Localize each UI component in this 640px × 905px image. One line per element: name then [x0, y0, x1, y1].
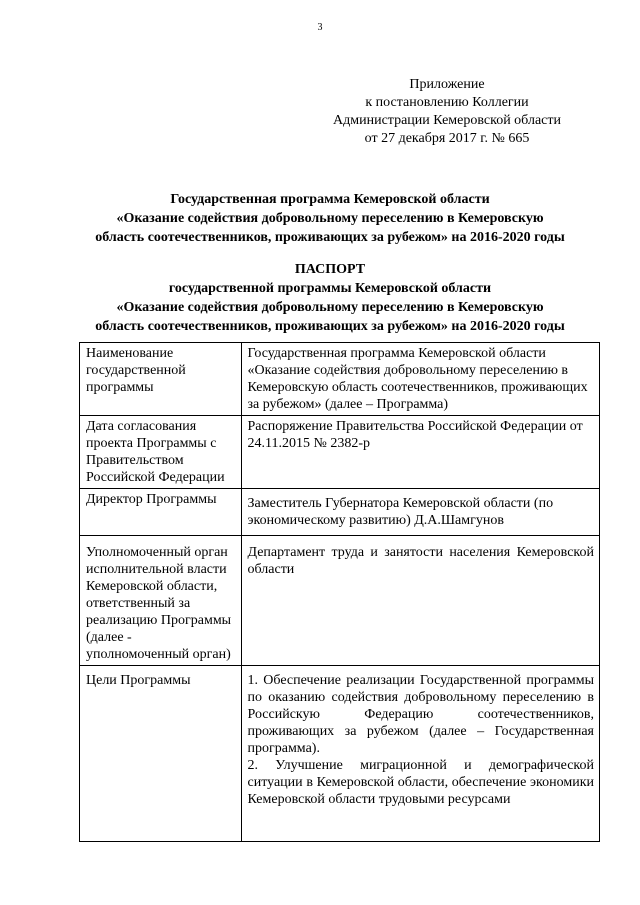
program-title-line: «Оказание содействия добровольному переселению в Кемеровскую: [116, 211, 544, 226]
appendix-line: Приложение: [409, 77, 485, 92]
row-label: Дата согласования проекта Программы с Правительством Российской Федерации: [80, 416, 242, 489]
table-row: [80, 416, 600, 489]
row-label: Уполномоченный орган исполнительной власти Кемеровской области, ответственный за реализацию Программы (далее - уполномоченный орган): [80, 536, 242, 666]
passport-title-line: «Оказание содействия добровольному переселению в Кемеровскую: [116, 300, 544, 315]
goal-item: 1. Обеспечение реализации Государственной программы по оказанию содействия добровольному переселению в Российскую Федерацию соотечественников, проживающих за рубежом (далее – Государственная программа).: [247, 673, 594, 756]
row-value: Распоряжение Правительства Российской Федерации от 24.11.2015 № 2382-р: [241, 416, 600, 489]
row-value: Заместитель Губернатора Кемеровской области (по экономическому развитию) Д.А.Шамгунов: [241, 489, 600, 536]
passport-title: [60, 260, 600, 336]
row-value: Департамент труда и занятости населения Кемеровской области: [241, 536, 600, 666]
program-title-line: область соотечественников, проживающих за рубежом» на 2016-2020 годы: [95, 230, 565, 245]
row-value-goals: [241, 666, 600, 842]
table-row: [80, 536, 600, 666]
appendix-block: [322, 76, 572, 148]
row-value: Государственная программа Кемеровской области «Оказание содействия добровольному переселению в Кемеровскую область соотечественников, проживающих за рубежом» (далее – Программа): [241, 343, 600, 416]
page-number: 3: [317, 22, 323, 33]
row-label: Цели Программы: [80, 666, 242, 842]
appendix-line: к постановлению Коллегии: [365, 95, 529, 110]
row-label: Директор Программы: [80, 489, 242, 536]
table-row: [80, 489, 600, 536]
passport-title-line: государственной программы Кемеровской области: [168, 281, 492, 296]
appendix-line: Администрации Кемеровской области: [333, 113, 561, 128]
passport-table: [79, 342, 600, 842]
goal-item: 2. Улучшение миграционной и демографической ситуации в Кемеровской области, обеспечение экономики Кемеровской области трудовыми ресурсами: [247, 758, 594, 807]
passport-heading: ПАСПОРТ: [294, 262, 366, 277]
passport-title-line: область соотечественников, проживающих за рубежом» на 2016-2020 годы: [95, 319, 565, 334]
appendix-date-line: от 27 декабря 2017 г. № 665: [364, 131, 530, 146]
program-title: [60, 190, 600, 247]
row-label: Наименование государственной программы: [80, 343, 242, 416]
table-row: [80, 343, 600, 416]
table-row: [80, 666, 600, 842]
program-title-line: Государственная программа Кемеровской области: [170, 192, 490, 207]
